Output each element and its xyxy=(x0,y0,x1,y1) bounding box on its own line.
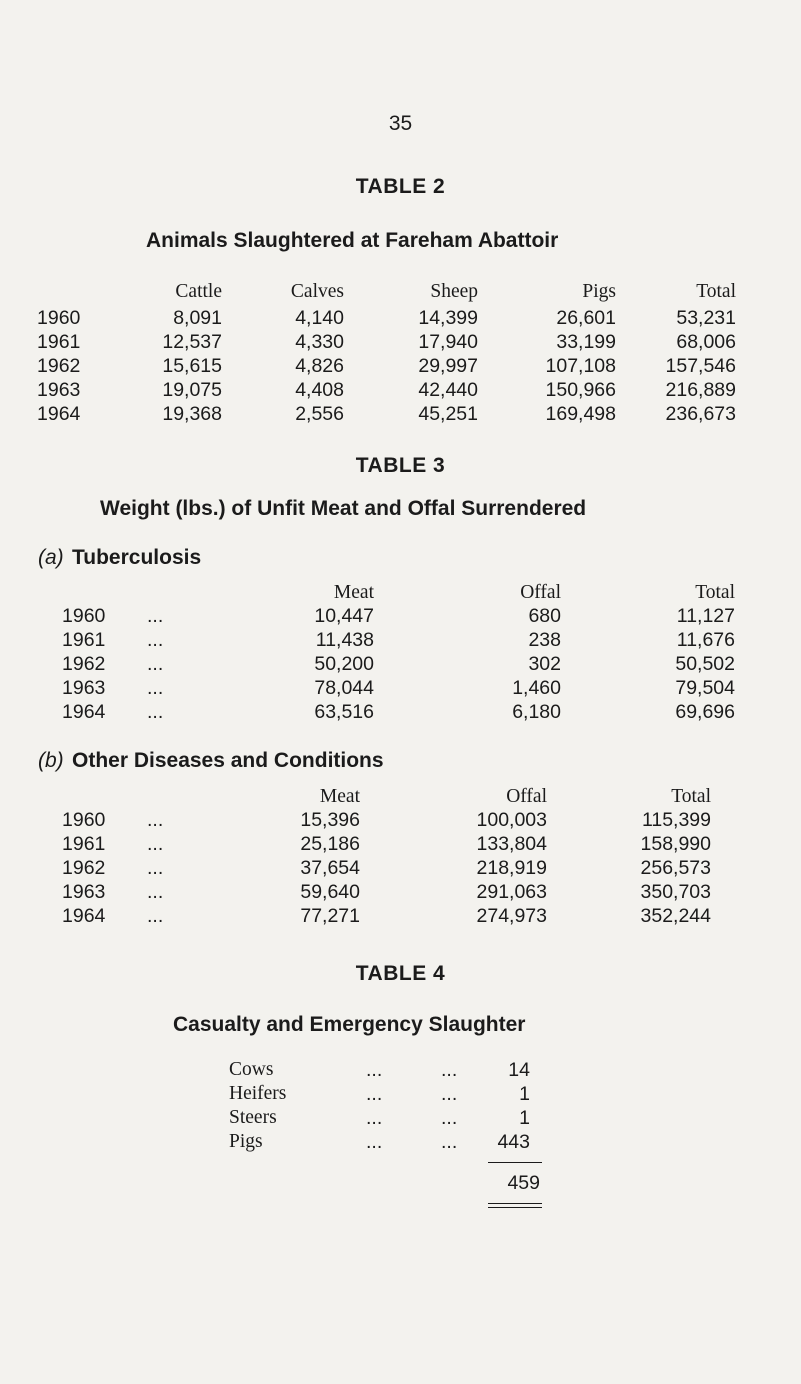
cell-meat: 37,654 xyxy=(300,857,360,879)
page-number: 35 xyxy=(388,112,413,135)
table-row xyxy=(0,355,801,379)
table-row xyxy=(0,1107,801,1131)
cell-meat: 15,396 xyxy=(300,809,360,831)
total-rule-top xyxy=(488,1162,542,1163)
section-a-heading: Tuberculosis xyxy=(72,546,202,569)
col-header-offal: Offal xyxy=(506,786,547,807)
row-label: Pigs xyxy=(229,1131,263,1152)
col-header-cattle: Cattle xyxy=(175,281,222,302)
leader-dots: ... xyxy=(147,857,164,879)
table-row xyxy=(0,677,801,701)
leader-dots: ... xyxy=(147,833,164,855)
cell-meat: 10,447 xyxy=(314,605,374,627)
cell-total: 11,676 xyxy=(676,629,735,651)
cell-count: 1 xyxy=(519,1083,530,1105)
cell-total: 256,573 xyxy=(640,857,711,879)
table-row xyxy=(0,629,801,653)
cell-meat: 50,200 xyxy=(314,653,374,675)
table-row xyxy=(0,833,801,857)
cell-offal: 6,180 xyxy=(512,701,561,723)
cell-total: 69,696 xyxy=(675,701,735,723)
cell-meat: 11,438 xyxy=(315,629,374,651)
table3-title: TABLE 3 xyxy=(355,454,446,477)
col-header-total: Total xyxy=(695,582,735,603)
row-year: 1961 xyxy=(62,629,106,651)
leader-dots: ... xyxy=(441,1107,458,1129)
leader-dots: ... xyxy=(366,1083,383,1105)
leader-dots: ... xyxy=(441,1131,458,1153)
cell-pigs: 107,108 xyxy=(545,355,616,377)
cell-total: 350,703 xyxy=(640,881,711,903)
row-year: 1960 xyxy=(37,307,81,329)
row-year: 1962 xyxy=(62,857,106,879)
row-year: 1961 xyxy=(37,331,81,353)
cell-total: 236,673 xyxy=(665,403,736,425)
cell-sheep: 42,440 xyxy=(418,379,478,401)
row-year: 1962 xyxy=(62,653,106,675)
cell-offal: 291,063 xyxy=(476,881,547,903)
table-row xyxy=(0,809,801,833)
table2-header-row xyxy=(0,281,801,305)
total-rule-double-2 xyxy=(488,1207,542,1208)
leader-dots: ... xyxy=(147,653,164,675)
cell-total: 158,990 xyxy=(640,833,711,855)
table3a-header-row xyxy=(0,582,801,606)
section-b-label: (b) xyxy=(38,749,64,772)
cell-meat: 63,516 xyxy=(314,701,374,723)
row-year: 1963 xyxy=(37,379,81,401)
cell-calves: 4,408 xyxy=(295,379,344,401)
col-header-calves: Calves xyxy=(290,281,344,302)
cell-total: 216,889 xyxy=(665,379,736,401)
cell-sheep: 17,940 xyxy=(418,331,478,353)
cell-pigs: 169,498 xyxy=(545,403,616,425)
row-year: 1961 xyxy=(62,833,106,855)
cell-sheep: 29,997 xyxy=(418,355,478,377)
cell-meat: 78,044 xyxy=(314,677,374,699)
row-year: 1962 xyxy=(37,355,81,377)
cell-cattle: 19,075 xyxy=(162,379,222,401)
table-row xyxy=(0,379,801,403)
total-value: 459 xyxy=(507,1172,540,1194)
table-row xyxy=(0,857,801,881)
cell-cattle: 8,091 xyxy=(173,307,222,329)
cell-calves: 2,556 xyxy=(295,403,344,425)
row-label: Heifers xyxy=(229,1083,287,1104)
leader-dots: ... xyxy=(147,905,164,927)
table3b-header-row xyxy=(0,786,801,810)
leader-dots: ... xyxy=(147,605,164,627)
cell-cattle: 15,615 xyxy=(162,355,222,377)
section-b-heading: Other Diseases and Conditions xyxy=(72,749,384,772)
table2-title: TABLE 2 xyxy=(355,175,446,198)
cell-offal: 100,003 xyxy=(476,809,547,831)
cell-offal: 302 xyxy=(528,653,561,675)
cell-meat: 59,640 xyxy=(300,881,360,903)
table-row xyxy=(0,1131,801,1155)
col-header-offal: Offal xyxy=(520,582,561,603)
row-year: 1960 xyxy=(62,605,106,627)
cell-calves: 4,330 xyxy=(295,331,344,353)
leader-dots: ... xyxy=(147,677,164,699)
col-header-meat: Meat xyxy=(333,582,374,603)
cell-total: 11,127 xyxy=(676,605,735,627)
cell-offal: 274,973 xyxy=(476,905,547,927)
col-header-total: Total xyxy=(671,786,711,807)
cell-count: 443 xyxy=(497,1131,530,1153)
cell-offal: 133,804 xyxy=(476,833,547,855)
table-row xyxy=(0,653,801,677)
cell-total: 50,502 xyxy=(675,653,735,675)
table-row xyxy=(0,701,801,725)
table-row xyxy=(0,403,801,427)
row-year: 1960 xyxy=(62,809,106,831)
row-year: 1963 xyxy=(62,881,106,903)
row-year: 1964 xyxy=(62,701,106,723)
row-year: 1963 xyxy=(62,677,106,699)
leader-dots: ... xyxy=(441,1083,458,1105)
col-header-meat: Meat xyxy=(319,786,360,807)
cell-cattle: 12,537 xyxy=(162,331,222,353)
cell-total: 68,006 xyxy=(676,331,736,353)
leader-dots: ... xyxy=(147,701,164,723)
col-header-total: Total xyxy=(696,281,736,302)
cell-count: 14 xyxy=(508,1059,530,1081)
total-rule-double-1 xyxy=(488,1203,542,1204)
table-row xyxy=(0,905,801,929)
table-row xyxy=(0,1083,801,1107)
table-row xyxy=(0,307,801,331)
cell-total: 53,231 xyxy=(676,307,736,329)
leader-dots: ... xyxy=(147,809,164,831)
leader-dots: ... xyxy=(147,629,164,651)
table-row xyxy=(0,605,801,629)
col-header-pigs: Pigs xyxy=(582,281,616,302)
table4-title: TABLE 4 xyxy=(355,962,446,985)
table4-subtitle: Casualty and Emergency Slaughter xyxy=(173,1013,526,1036)
col-header-sheep: Sheep xyxy=(430,281,478,302)
table-row xyxy=(0,331,801,355)
table-row xyxy=(0,1059,801,1083)
cell-offal: 1,460 xyxy=(512,677,561,699)
row-year: 1964 xyxy=(37,403,81,425)
cell-sheep: 14,399 xyxy=(418,307,478,329)
table2-subtitle: Animals Slaughtered at Fareham Abattoir xyxy=(146,229,559,252)
table-row xyxy=(0,881,801,905)
cell-total: 115,399 xyxy=(641,809,711,831)
leader-dots: ... xyxy=(441,1059,458,1081)
total-row xyxy=(0,1172,801,1196)
cell-total: 352,244 xyxy=(640,905,711,927)
cell-calves: 4,140 xyxy=(295,307,344,329)
leader-dots: ... xyxy=(366,1107,383,1129)
cell-cattle: 19,368 xyxy=(162,403,222,425)
cell-offal: 218,919 xyxy=(476,857,547,879)
leader-dots: ... xyxy=(147,881,164,903)
cell-pigs: 33,199 xyxy=(556,331,616,353)
cell-sheep: 45,251 xyxy=(418,403,478,425)
cell-total: 79,504 xyxy=(675,677,735,699)
row-year: 1964 xyxy=(62,905,106,927)
section-a-label: (a) xyxy=(38,546,64,569)
cell-meat: 25,186 xyxy=(300,833,360,855)
leader-dots: ... xyxy=(366,1059,383,1081)
cell-offal: 238 xyxy=(528,629,561,651)
cell-calves: 4,826 xyxy=(295,355,344,377)
table3-subtitle: Weight (lbs.) of Unfit Meat and Offal Surrendered xyxy=(100,497,587,520)
row-label: Steers xyxy=(229,1107,277,1128)
cell-pigs: 26,601 xyxy=(556,307,616,329)
cell-pigs: 150,966 xyxy=(545,379,616,401)
leader-dots: ... xyxy=(366,1131,383,1153)
cell-total: 157,546 xyxy=(665,355,736,377)
cell-count: 1 xyxy=(519,1107,530,1129)
row-label: Cows xyxy=(229,1059,274,1080)
cell-meat: 77,271 xyxy=(300,905,360,927)
cell-offal: 680 xyxy=(528,605,561,627)
